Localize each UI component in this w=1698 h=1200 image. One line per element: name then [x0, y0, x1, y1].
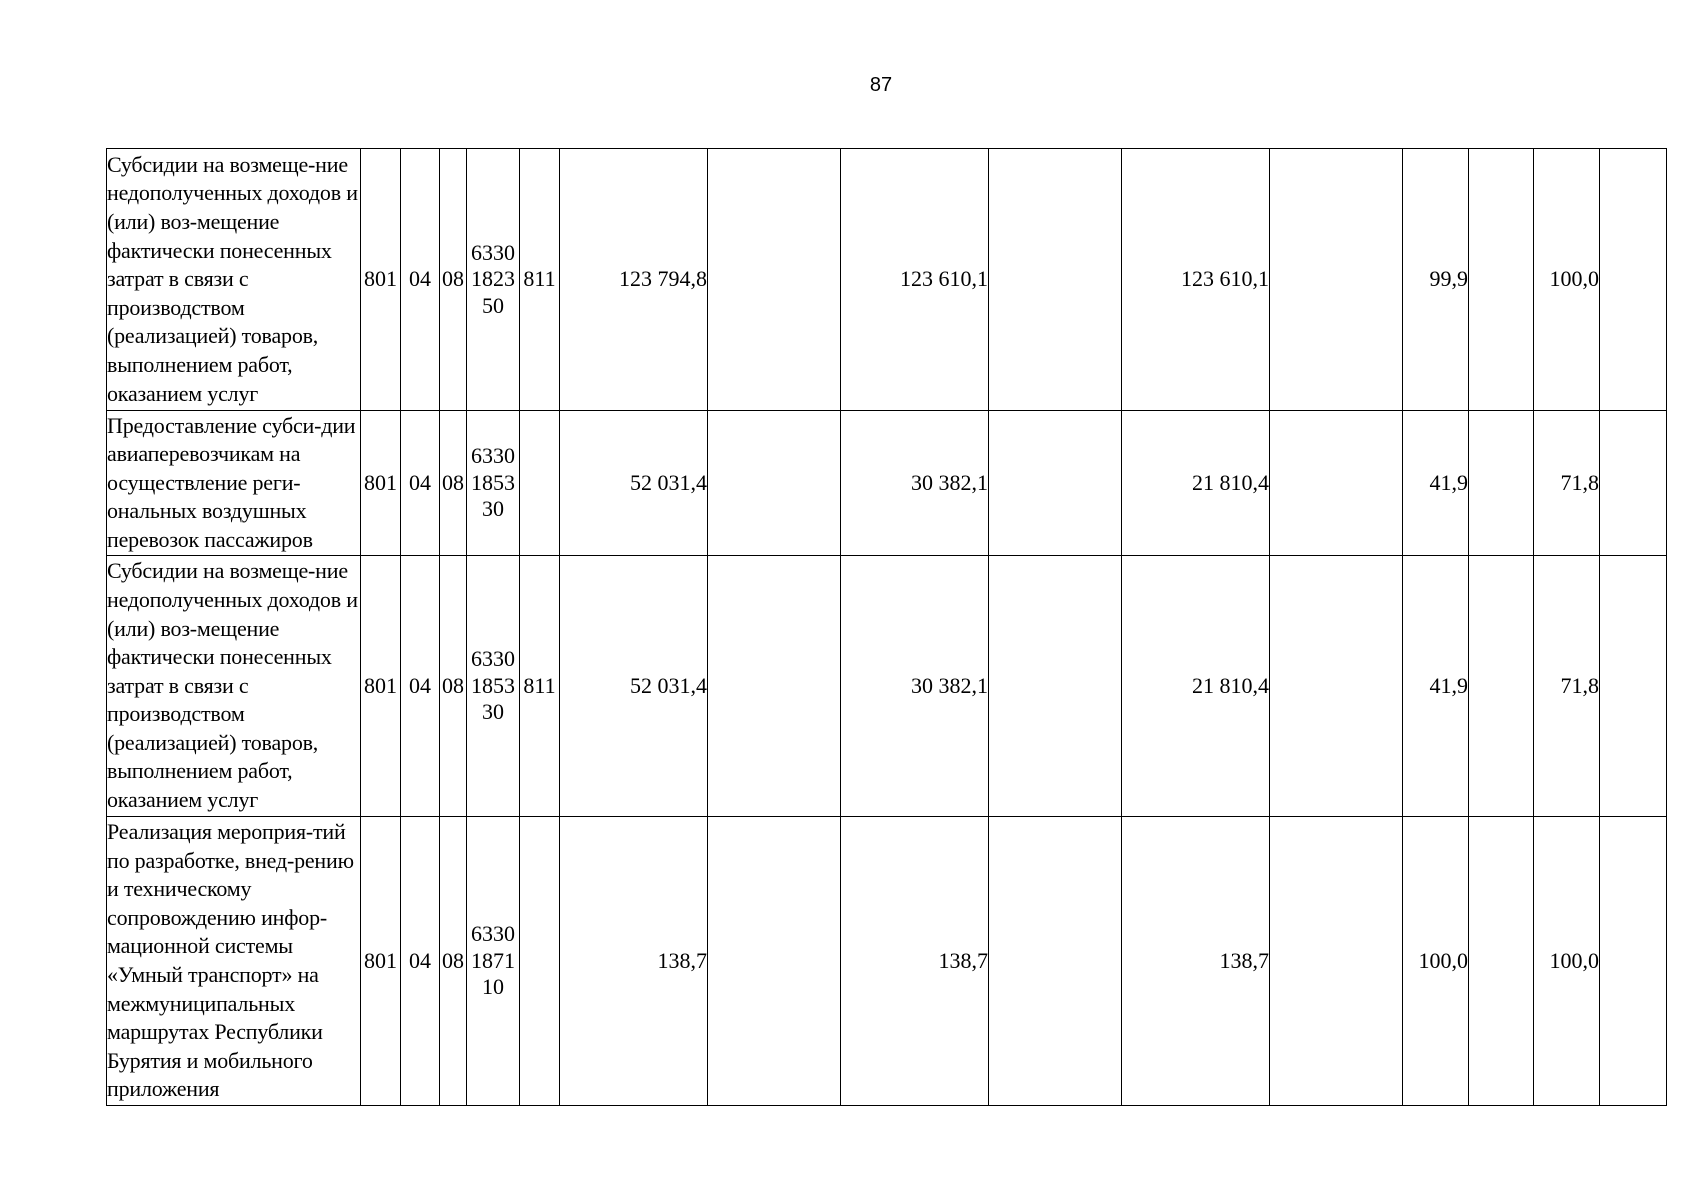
approved-amount-cell: 123 794,8 — [560, 149, 708, 411]
expense-name-cell: Реализация мероприя-тий по разработке, внед-рению и техническому сопровождению инфор-мационной системы «Умный транспорт» на межмуниципальных маршрутах Республики Бурятия и мобильного приложения — [107, 817, 361, 1106]
target-article-line: 6330 — [471, 921, 515, 947]
subsection-code-cell: 08 — [440, 556, 467, 817]
pct-of-approved-cell: 41,9 — [1403, 411, 1469, 556]
pct-of-plan-cell: 100,0 — [1534, 149, 1600, 411]
target-article-line: 1871 — [471, 947, 515, 973]
table-row — [107, 817, 1667, 1106]
empty-cell — [1600, 149, 1667, 411]
plan-amount-cell: 138,7 — [841, 817, 989, 1106]
ministry-code-cell: 801 — [361, 149, 401, 411]
section-code-cell: 04 — [401, 817, 440, 1106]
pct-of-approved-cell: 99,9 — [1403, 149, 1469, 411]
target-article-line: 6330 — [471, 239, 515, 265]
pct-of-approved-cell: 41,9 — [1403, 556, 1469, 817]
empty-cell — [1270, 556, 1403, 817]
target-article-line: 1853 — [471, 672, 515, 698]
pct-of-plan-cell: 100,0 — [1534, 817, 1600, 1106]
subsection-code-cell: 08 — [440, 411, 467, 556]
executed-amount-cell: 123 610,1 — [1122, 149, 1270, 411]
table-row — [107, 556, 1667, 817]
empty-cell — [1270, 817, 1403, 1106]
executed-amount-cell: 21 810,4 — [1122, 411, 1270, 556]
target-article-line: 30 — [482, 496, 504, 522]
empty-cell — [1600, 411, 1667, 556]
empty-cell — [1469, 411, 1534, 556]
target-article-line: 1823 — [471, 266, 515, 292]
empty-cell — [989, 411, 1122, 556]
expense-name-cell: Предоставление субси-дии авиаперевозчикам на осуществление реги-ональных воздушных перевозок пассажиров — [107, 411, 361, 556]
section-code-cell: 04 — [401, 411, 440, 556]
subsection-code-cell: 08 — [440, 817, 467, 1106]
target-article-line: 1853 — [471, 469, 515, 495]
pct-of-approved-cell: 100,0 — [1403, 817, 1469, 1106]
expense-type-cell: 811 — [520, 149, 560, 411]
empty-cell — [708, 817, 841, 1106]
target-article-line: 10 — [482, 974, 504, 1000]
approved-amount-cell: 52 031,4 — [560, 411, 708, 556]
table-row — [107, 149, 1667, 411]
pct-of-plan-cell: 71,8 — [1534, 411, 1600, 556]
target-article-line: 50 — [482, 292, 504, 318]
target-article-line: 6330 — [471, 443, 515, 469]
expense-name-cell: Субсидии на возмеще-ние недополученных доходов и (или) воз-мещение фактически понесенных затрат в связи с производством (реализацией) товаров, выполнением работ, оказанием услуг — [107, 556, 361, 817]
expense-name-cell: Субсидии на возмеще-ние недополученных доходов и (или) воз-мещение фактически понесенных затрат в связи с производством (реализацией) товаров, выполнением работ, оказанием услуг — [107, 149, 361, 411]
executed-amount-cell: 21 810,4 — [1122, 556, 1270, 817]
empty-cell — [708, 149, 841, 411]
approved-amount-cell: 52 031,4 — [560, 556, 708, 817]
empty-cell — [1469, 817, 1534, 1106]
empty-cell — [989, 149, 1122, 411]
table-row — [107, 411, 1667, 556]
empty-cell — [1469, 556, 1534, 817]
empty-cell — [989, 556, 1122, 817]
section-code-cell: 04 — [401, 149, 440, 411]
expense-type-cell — [520, 817, 560, 1106]
executed-amount-cell: 138,7 — [1122, 817, 1270, 1106]
ministry-code-cell: 801 — [361, 817, 401, 1106]
subsection-code-cell: 08 — [440, 149, 467, 411]
approved-amount-cell: 138,7 — [560, 817, 708, 1106]
empty-cell — [1270, 411, 1403, 556]
target-article-line: 30 — [482, 699, 504, 725]
empty-cell — [708, 411, 841, 556]
budget-execution-table — [106, 148, 1667, 1106]
empty-cell — [1270, 149, 1403, 411]
section-code-cell: 04 — [401, 556, 440, 817]
empty-cell — [1469, 149, 1534, 411]
empty-cell — [1600, 817, 1667, 1106]
empty-cell — [708, 556, 841, 817]
plan-amount-cell: 30 382,1 — [841, 411, 989, 556]
expense-type-cell — [520, 411, 560, 556]
empty-cell — [1600, 556, 1667, 817]
target-article-cell — [467, 817, 520, 1106]
ministry-code-cell: 801 — [361, 411, 401, 556]
target-article-cell — [467, 149, 520, 411]
pct-of-plan-cell: 71,8 — [1534, 556, 1600, 817]
expense-type-cell: 811 — [520, 556, 560, 817]
page-number: 87 — [869, 74, 893, 96]
ministry-code-cell: 801 — [361, 556, 401, 817]
empty-cell — [989, 817, 1122, 1106]
target-article-cell — [467, 411, 520, 556]
target-article-cell — [467, 556, 520, 817]
plan-amount-cell: 30 382,1 — [841, 556, 989, 817]
target-article-line: 6330 — [471, 646, 515, 672]
plan-amount-cell: 123 610,1 — [841, 149, 989, 411]
